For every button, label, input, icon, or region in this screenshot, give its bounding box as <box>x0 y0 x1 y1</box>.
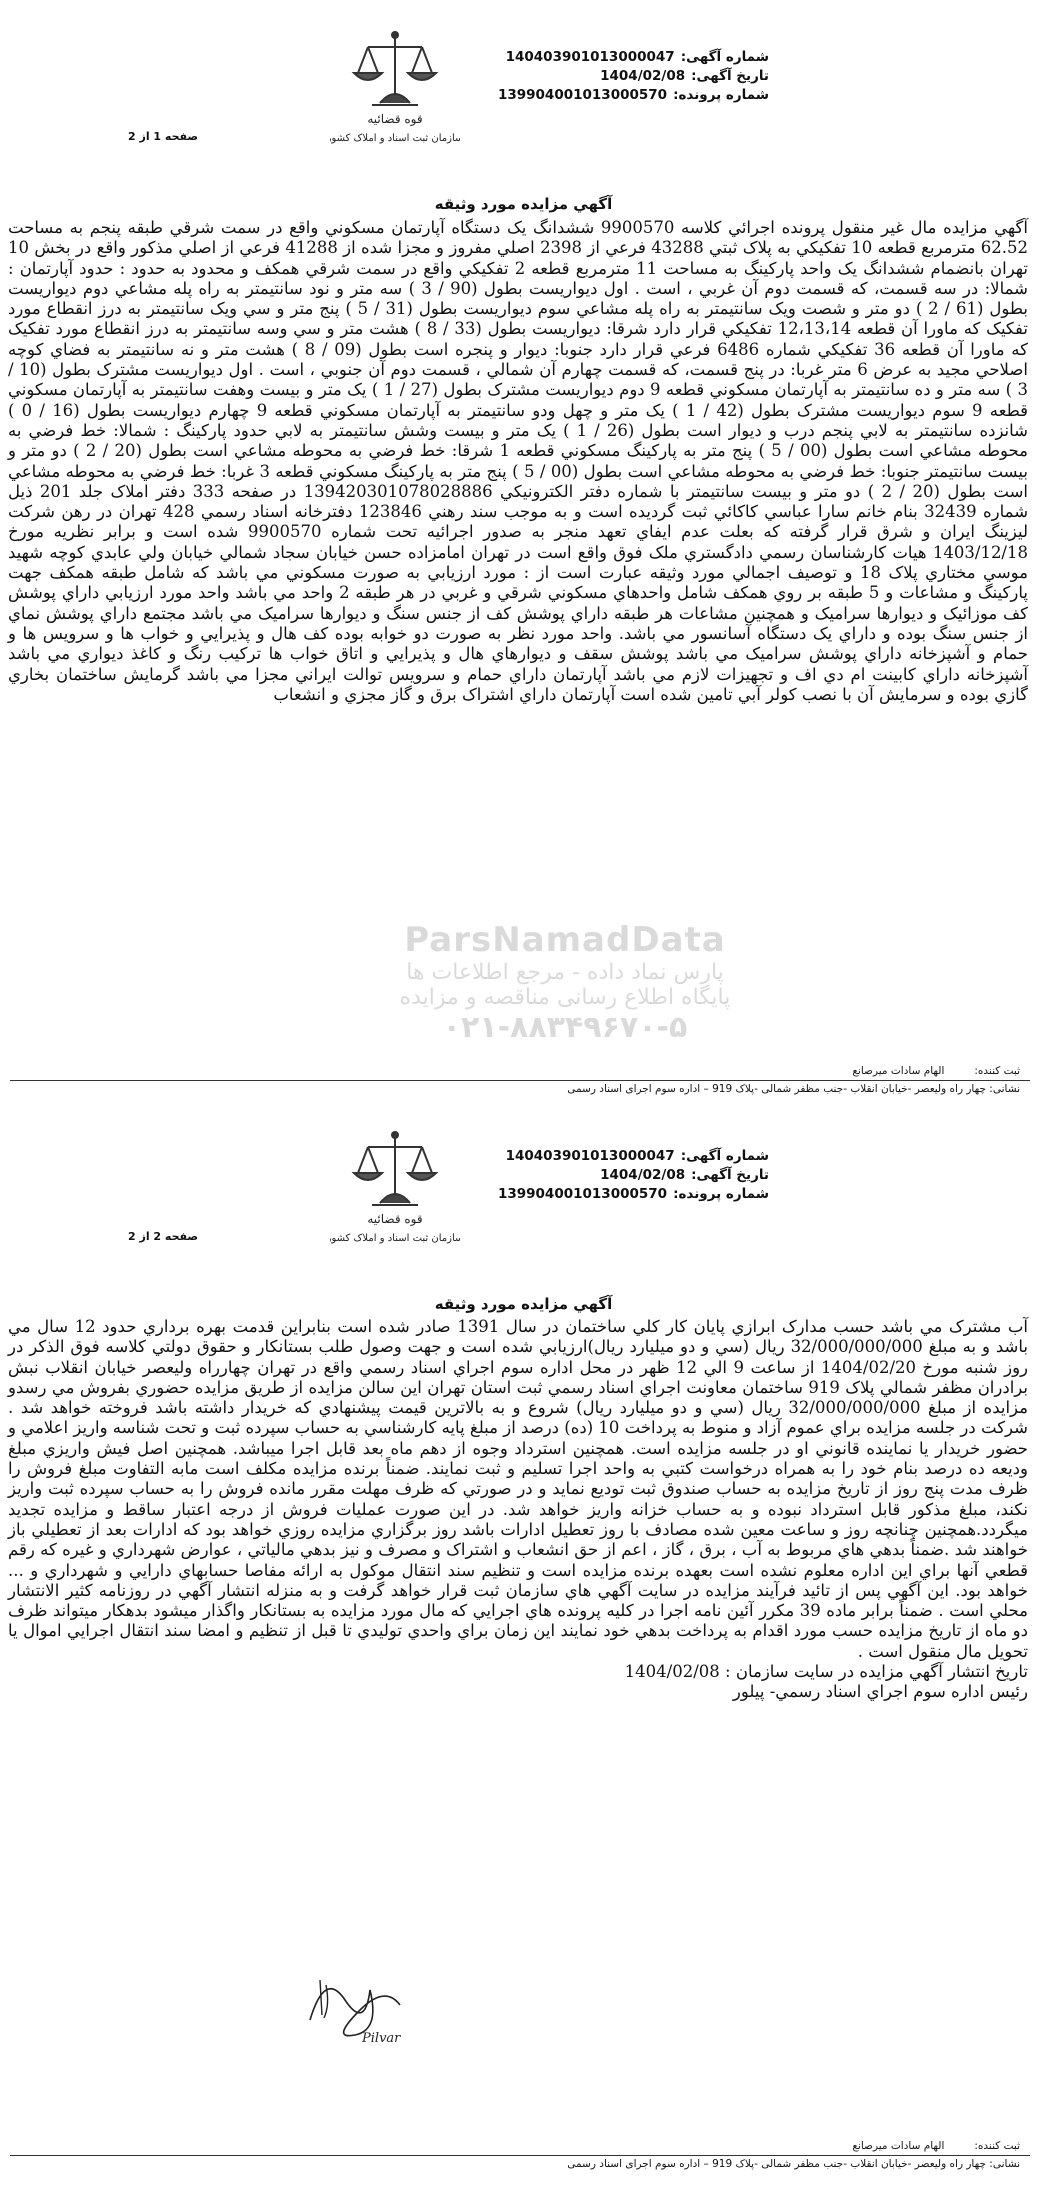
watermark-phone: ۰۲۱-۸۸۳۴۹۶۷۰-۵ <box>442 1010 688 1045</box>
case-number-row <box>498 86 769 105</box>
notice-number-row <box>498 48 769 67</box>
publish-date-line: تاريخ انتشار آگهي مزايده در سايت سازمان : 1404/02/08 <box>624 1662 1028 1682</box>
footer-divider <box>10 2155 1030 2156</box>
meta-label: شماره آگهی: <box>680 49 769 65</box>
notice-title: آگهي مزايده مورد وثيقه <box>434 195 613 213</box>
emblem-caption-1: قوه قضائیه <box>367 112 423 126</box>
notice-date-row <box>498 67 769 86</box>
watermark-subtitle-1: پارس نماد داده - مرجع اطلاعات ها <box>406 960 724 985</box>
notice-number: 140403901013000047 <box>505 49 675 65</box>
meta-label: تاریخ آگهی: <box>691 1167 769 1183</box>
signature-text: Pilvar <box>362 2031 401 2046</box>
notice-page-2 <box>0 1135 1047 2205</box>
notice-date-row <box>498 1166 769 1185</box>
registrar-label: ثبت کننده: <box>974 1065 1020 1077</box>
registrar-name: الهام سادات میرصانع <box>852 2140 945 2152</box>
notice-body-text: آب مشترک مي باشد حسب مدارک ابرازي پايان كار كلي ساختمان در سال 1391 صادر شده است بنابراين قدمت بهره برداري حدود 12 سال مي باشد و به مبلغ 32/000/000/000 ريال (سي و دو ميليارد ريال)ارزيابي شده است و جهت وصول طلب بستانكار و حقوق دولتي كلاسه فوق الذكر در روز شنبه مورخ 1404/02/20 از ساعت 9 الي 12 ظهر در محل اداره سوم اجراي اسناد رسمي واقع در تهران چهارراه وليعصر خيابان انقلاب نبش برادران مظفر شمالي پلاک 919 ساختمان معاونت اجراي اسناد رسمي ثبت استان تهران اين سالن مزايده از طريق مزايده حضوري بفروش مي رسدو مزايده از مبلغ 32/000/000/000 ريال (سي و دو ميليارد ريال) شروع و به بالاترين قيمت پيشنهادي كه خريدار داشته باشد فروخته خواهد شد . شركت در جلسه مزايده براي عموم آزاد و منوط به پرداخت 10 (ده) درصد از مبلغ پايه كارشناسي به حساب سپرده ثبت و تحت شناسه واريز اعلامي و حضور خريدار يا نماينده قانوني او در جلسه مزايده است. همچنين استرداد وجوه از دهم ماه بعد قابل اجرا ميباشد. همچنين اصل فيش واريزي مبلغ وديعه ده درصد بنام خود را به همراه درخواست كتبي به واحد اجرا تسليم و ثبت نمايند. ضمناً برنده مزايده مكلف است مابه التفاوت مبلغ فروش را ظرف مدت پنج روز از تاريخ مزايده به حساب صندوق ثبت توديع نمايد و در صورتي كه ظرف مهلت مقرر مانده فروش را به حساب سپرده ثبت واريز نكند، مبلغ مذكور قابل استرداد نبوده و به حساب خزانه واريز خواهد شد. در اين صورت عمليات فروش از درجه اعتبار ساقط و مزايده تجديد ميگردد.همچنين چنانچه روز و ساعت معين شده مصادف با روز تعطيل ادارات باشد روز برگزاري مزايده روزي خواهد بود كه ادارات بعد از تعطيلي باز خواهند شد .ضمناً بدهي هاي مربوط به آب ، برق ، گاز ، اعم از حق انشعاب و اشتراک و مصرف و نيز بدهي مالياتي ، عوارض شهرداري و غيره كه رقم قطعي آنها براي اين اداره معلوم نشده است بعهده برنده مزايده است و تنظيم سند انتقال موكول به ارائه مفاصا حسابهاي دارايي و شهرداري و ... خواهد بود. اين آگهي پس از تائيد فرآيند مزايده در سايت آگهي هاي سازمان ثبت قرار خواهد گرفت و به منزله انتشار آگهي در روزنامه كثير الانتشار محلي است . ضمناً برابر ماده 39 مكرر آئين نامه اجرا در كليه پرونده هاي اجرايي كه مال مورد مزايده به بستانكار واگذار ميشود بدهكار ميتواند ظرف دو ماه از تاريخ مزايده حسب مورد اقدام به پرداخت بدهي خود نمايند اين زمان براي واحدي توليدي تا قبل از تنظيم و امضا سند انتقال اجرايي اموال يا تحويل مال منقول است . <box>8 1317 1029 1661</box>
case-number-row <box>498 1185 769 1204</box>
registrar-label: ثبت کننده: <box>974 2140 1020 2152</box>
notice-date: 1404/02/08 <box>600 68 686 84</box>
registrar-name: الهام سادات میرصانع <box>852 1065 945 1077</box>
notice-meta <box>498 48 769 105</box>
case-number: 139904001013000570 <box>497 87 668 103</box>
emblem-caption-1: قوه قضائیه <box>367 1212 423 1226</box>
office-address: نشانی: چهار راه ولیعصر -خیابان انقلاب -جنب مظفر شمالی -پلاک 919 – اداره سوم اجرای اسناد رسمی <box>567 2158 1020 2170</box>
office-address: نشانی: چهار راه ولیعصر -خیابان انقلاب -جنب مظفر شمالی -پلاک 919 – اداره سوم اجرای اسناد رسمی <box>567 1083 1020 1095</box>
meta-label: شماره پرونده: <box>673 1186 769 1202</box>
handwritten-signature <box>300 1960 410 2055</box>
case-number: 139904001013000570 <box>497 1186 668 1202</box>
registrar-footer <box>10 1065 1030 1095</box>
notice-number: 140403901013000047 <box>505 1148 675 1164</box>
signatory-line: رئيس اداره سوم اجراي اسناد رسمي- پيلور <box>732 1682 1028 1702</box>
notice-title: آگهي مزايده مورد وثيقه <box>434 1295 613 1313</box>
emblem-caption-2: سازمان ثبت اسناد و املاک کشور <box>330 133 460 144</box>
notice-date: 1404/02/08 <box>600 1167 686 1183</box>
footer-divider <box>10 1080 1030 1081</box>
notice-body: آگهي مزايده مال غير منقول پرونده اجرائي كلاسه 9900570 ششدانگ يک دستگاه آپارتمان مسكوني واقع در سمت شرقي طبقه پنجم به مساحت 62.52 مترمربع قطعه 10 تفكيكي به پلاک ثبتي 43288 فرعي از 2398 اصلي مفروز و مجزا شده از 41288 فرعي از اصلي مذكور واقع در بخش 10 تهران بانضمام ششدانگ يک واحد پاركينگ به مساحت 11 مترمربع قطعه 2 تفكيكي واقع در سمت شرقي همكف و محدود به حدود : حدود آپارتمان : شمالا: در سه قسمت، كه قسمت دوم آن غربي ، است . اول ديواريست بطول (90 / 3 ) سه متر و نود سانتيمتر به راه پله مشاعي دوم ديواريست بطول (61 / 2 ) دو متر و شصت ويک سانتيمتر به راه پله مشاعي سوم ديواريست بطول (31 / 5 ) پنج متر و سي ويک سانتيمتر به درز انقطاع مورد تفكيک كه ماورا آن قطعه 12،13،14 تفكيكي قرار دارد شرقا: ديواريست بطول (33 / 8 ) هشت متر و سي وسه سانتيمتر به درز انقطاع مورد تفكيک كه ماورا آن قطعه 36 تفكيكي شماره 6486 فرعي قرار دارد جنوبا: ديوار و پنجره است بطول (09 / 8 ) هشت متر و نه سانتيمتر به فضاي كوچه اصلاحي مجيد به عرض 6 متر غربا: در پنج قسمت، كه قسمت چهارم آن شمالي ، قسمت دوم آن جنوبي ، است . اول ديواريست مشترک بطول (10 / 3 ) سه متر و ده سانتيمتر به آپارتمان مسكوني قطعه 9 دوم ديواريست مشترک بطول (27 / 1 ) يک متر و بيست وهفت سانتيمتر به آپارتمان مسكوني قطعه 9 سوم ديواريست مشترک بطول (42 / 1 ) يک متر و چهل ودو سانتيمتر به آپارتمان مسكوني قطعه 9 چهارم ديواريست بطول (16 / 0 ) شانزده سانتيمتر به لابي پنجم درب و ديوار است بطول (26 / 1 ) يک متر و بيست وشش سانتيمتر به لابي حدود پاركينگ : شمالا: خط فرضي به محوطه مشاعي است بطول (00 / 5 ) پنج متر به پاركينگ مسكوني قطعه 1 شرقا: خط فرضي به محوطه مشاعي است بطول (20 / 2 ) دو متر و بيست سانتيمتر جنوبا: خط فرضي به محوطه مشاعي است بطول (00 / 5 ) پنج متر به پاركينگ مسكوني قطعه 3 غربا: خط فرضي به محوطه مشاعي است بطول (20 / 2 ) دو متر و بيست سانتيمتر با شماره دفتر الكترونيكي 139420301078028886 در صفحه 333 دفتر املاک جلد 201 ذيل شماره 32439 بنام خانم سارا عباسي كاكائي ثبت گرديده است و به موجب سند رهني 123846 دفترخانه اسناد رسمي 428 تهران در رهن شركت ليزينگ ايران و شرق قرار گرفته كه بعلت عدم ايفاي تعهد منجر به صدور اجرائيه تحت شماره 9900570 شده است و برابر نظريه مورخ 1403/12/18 هيات كارشناسان رسمي دادگستري ملک فوق واقع است در تهران امامزاده حسن خيابان سجاد شمالي خيابان ولي عابدي كوچه شهيد موسي مختاري پلاک 18 و توصيف اجمالي مورد وثيقه عبارت است از : مورد ارزيابي به صورت مسكوني مي باشد كه شامل طبقه همكف جهت پاركينگ و مشاعات و 5 طبقه بر روي همكف شامل واحدهاي مسكوني شرقي و غربي در هر طبقه 2 واحد مي باشد واحد مورد ارزيابي داراي پوشش كف موزائيک و ديوارها سراميک و همچنين مشاعات هر طبقه داراي پوشش كف از جنس سنگ و ديوارها سراميک مي باشد مجتمع داراي پوشش نماي از جنس سنگ بوده و داراي يک دستگاه آسانسور مي باشد. واحد مورد نظر به صورت دو خوابه بوده كف هال و پذيرايي و خواب ها و سرويس ها و حمام و آشپزخانه داراي پوشش سراميک مي باشد پوشش سقف و ديوارهاي هال و پذيرايي و اتاق خواب ها تركيب رنگ و كاغذ ديواري مي باشد آشپزخانه داراي كابينت ام دي اف و تجهيزات لازم مي باشد آپارتمان داراي حمام و سرويس توالت ايراني مجزا مي باشد گرمايش ساختمان بخاري گازي بوده و سرمايش آن با نصب كولر آبي تامين شده است آپارتمان داراي اشتراک برق و گاز مجزي و انشعاب <box>8 218 1029 704</box>
judiciary-emblem <box>330 1125 460 1250</box>
scales-of-justice-icon <box>330 25 460 150</box>
meta-label: شماره آگهی: <box>680 1148 769 1164</box>
registrar-footer <box>10 2140 1030 2170</box>
notice-body <box>8 1317 1028 1703</box>
page-number: صفحه 1 از 2 <box>128 130 199 143</box>
notice-meta <box>498 1147 769 1204</box>
watermark-brand: ParsNamadData <box>404 920 726 960</box>
scales-of-justice-icon <box>330 1125 460 1250</box>
emblem-caption-2: سازمان ثبت اسناد و املاک کشور <box>330 1233 460 1244</box>
judiciary-emblem <box>330 25 460 150</box>
page-number: صفحه 2 از 2 <box>128 1230 199 1243</box>
meta-label: تاریخ آگهی: <box>691 68 769 84</box>
notice-number-row <box>498 1147 769 1166</box>
watermark-subtitle-2: پایگاه اطلاع رسانی مناقصه و مزایده <box>399 985 731 1010</box>
meta-label: شماره پرونده: <box>673 87 769 103</box>
